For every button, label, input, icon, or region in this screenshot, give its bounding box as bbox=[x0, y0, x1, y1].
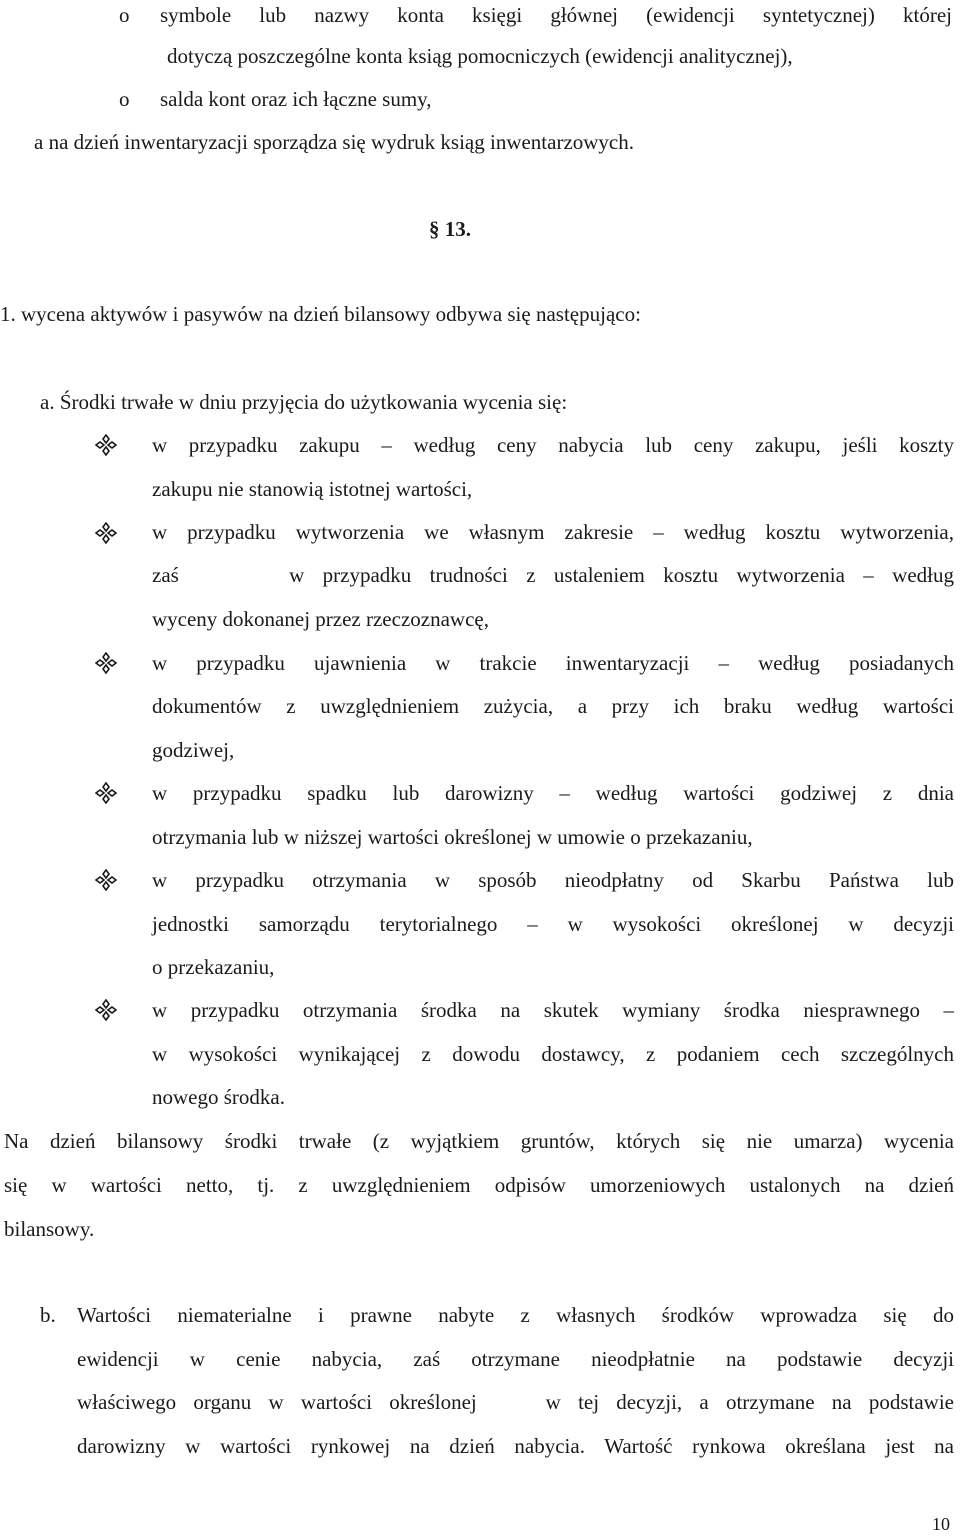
bullet-line: godziwej, bbox=[152, 738, 235, 762]
paragraph-line: bilansowy. bbox=[4, 1217, 95, 1241]
point-heading: 1. wycena aktywów i pasywów na dzień bilansowy odbywa się następująco: bbox=[0, 302, 641, 326]
bullet-line: dokumentów z uwzględnieniem zużycia, a przy ich braku według wartości bbox=[152, 694, 954, 718]
bullet-line: o przekazaniu, bbox=[152, 955, 275, 979]
section-title: § 13. bbox=[429, 217, 471, 241]
bullet-line: w przypadku wytworzenia we własnym zakresie – według kosztu wytworzenia, bbox=[152, 520, 954, 544]
bullet-line: w przypadku otrzymania w sposób nieodpłatny od Skarbu Państwa lub bbox=[152, 868, 954, 892]
subpoint-line: darowizny w wartości rynkowej na dzień nabycia. Wartość rynkowa określana jest na bbox=[77, 1434, 954, 1458]
bullet-line: zakupu nie stanowią istotnej wartości, bbox=[152, 477, 473, 501]
bullet-line: jednostki samorządu terytorialnego – w wysokości określonej w decyzji bbox=[152, 912, 954, 936]
page-number: 10 bbox=[932, 1514, 950, 1534]
diamond-bullet-icon bbox=[95, 652, 117, 674]
diamond-bullet-icon bbox=[95, 782, 117, 804]
paragraph-line: a na dzień inwentaryzacji sporządza się wydruk ksiąg inwentarzowych. bbox=[34, 130, 635, 154]
subpoint-line: Wartości niematerialne i prawne nabyte z własnych środków wprowadza się do bbox=[77, 1303, 954, 1327]
subpoint-line: ewidencji w cenie nabycia, zaś otrzymane nieodpłatnie na podstawie decyzji bbox=[77, 1347, 954, 1371]
paragraph-line: Na dzień bilansowy środki trwałe (z wyjątkiem gruntów, których się nie umarza) wycenia bbox=[4, 1129, 954, 1153]
subpoint-marker: b. bbox=[40, 1303, 56, 1327]
bullet-line: zaś w przypadku trudności z ustaleniem kosztu wytworzenia – według bbox=[152, 563, 954, 587]
bullet-line: wyceny dokonanej przez rzeczoznawcę, bbox=[152, 607, 489, 631]
diamond-bullet-icon bbox=[95, 999, 117, 1021]
bullet-line: w wysokości wynikającej z dowodu dostawcy, z podaniem cech szczególnych bbox=[152, 1042, 954, 1066]
diamond-bullet-icon bbox=[95, 522, 117, 544]
list-marker: o bbox=[119, 3, 130, 27]
bullet-line: w przypadku otrzymania środka na skutek wymiany środka niesprawnego – bbox=[152, 998, 954, 1022]
bullet-line: w przypadku zakupu – według ceny nabycia lub ceny zakupu, jeśli koszty bbox=[152, 433, 954, 457]
bullet-line: w przypadku ujawnienia w trakcie inwentaryzacji – według posiadanych bbox=[152, 651, 954, 675]
list-item-line: symbole lub nazwy konta księgi głównej (ewidencji syntetycznej) której bbox=[160, 3, 952, 27]
diamond-bullet-icon bbox=[95, 869, 117, 891]
bullet-line: otrzymania lub w niższej wartości określonej w umowie o przekazaniu, bbox=[152, 825, 753, 849]
bullet-line: nowego środka. bbox=[152, 1085, 285, 1109]
list-item-line: salda kont oraz ich łączne sumy, bbox=[160, 87, 432, 111]
paragraph-line: się w wartości netto, tj. z uwzględnieniem odpisów umorzeniowych ustalonych na dzień bbox=[4, 1173, 954, 1197]
list-item-line: dotyczą poszczególne konta ksiąg pomocniczych (ewidencji analitycznej), bbox=[167, 44, 793, 68]
subpoint-line: właściwego organu w wartości określonej w tej decyzji, a otrzymane na podstawie bbox=[77, 1390, 954, 1414]
diamond-bullet-icon bbox=[95, 434, 117, 456]
bullet-line: w przypadku spadku lub darowizny – według wartości godziwej z dnia bbox=[152, 781, 954, 805]
list-marker: o bbox=[119, 87, 130, 111]
subpoint-heading: a. Środki trwałe w dniu przyjęcia do użytkowania wycenia się: bbox=[40, 390, 568, 414]
